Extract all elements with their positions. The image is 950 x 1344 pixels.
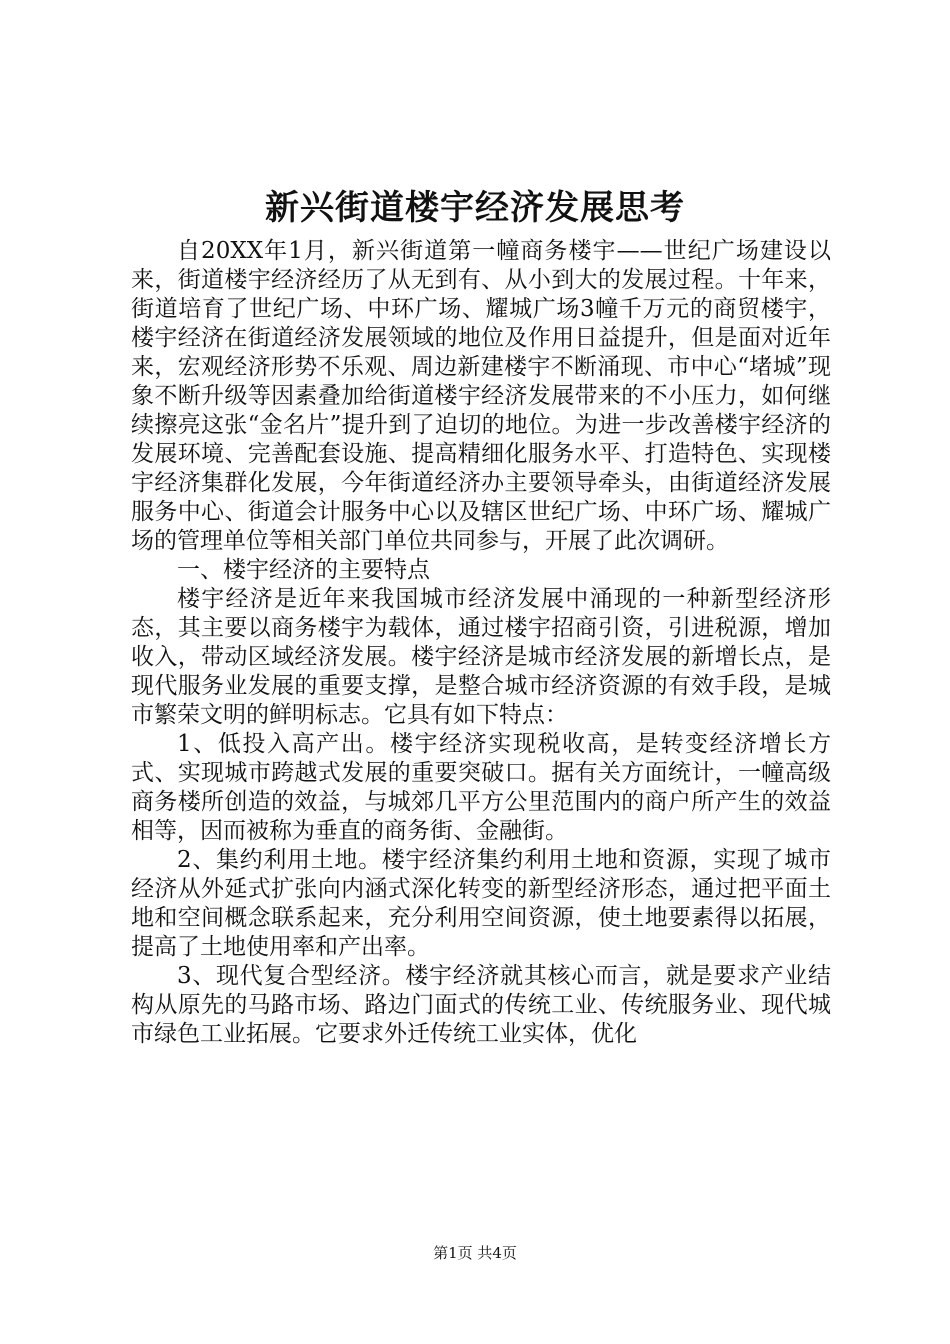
section-heading: 一、楼宇经济的主要特点 (177, 557, 430, 583)
paragraph-point-1: 1、低投入高产出。楼宇经济实现税收高，是转变经济增长方式、实现城市跨越式发展的重要突破口。据有关方面统计，一幢高级商务楼所创造的效益，与城郊几平方公里范围内的商户所产生的效益相等，因而被称为垂直的商务街、金融街。 (131, 731, 831, 844)
paragraph-point-2: 2、集约利用土地。楼宇经济集约利用土地和资源，实现了城市经济从外延式扩张向内涵式深化转变的新型经济形态，通过把平面土地和空间概念联系起来，充分利用空间资源，使土地要素得以拓展，提高了土地使用率和产出率。 (131, 847, 831, 960)
page-number-footer: 第1页 共4页 (433, 1244, 517, 1262)
document-body (131, 237, 831, 1049)
document-title: 新兴街道楼宇经济发展思考 (265, 188, 685, 228)
paragraph-intro: 自20XX年1月，新兴街道第一幢商务楼宇——世纪广场建设以来，街道楼宇经济经历了从无到有、从小到大的发展过程。十年来，街道培育了世纪广场、中环广场、耀城广场3幢千万元的商贸楼宇，楼宇经济在街道经济发展领域的地位及作用日益提升，但是面对近年来，宏观经济形势不乐观、周边新建楼宇不断涌现、市中心“堵城”现象不断升级等因素叠加给街道楼宇经济发展带来的不小压力，如何继续擦亮这张“金名片”提升到了迫切的地位。为进一步改善楼宇经济的发展环境、完善配套设施、提高精细化服务水平、打造特色、实现楼宇经济集群化发展，今年街道经济办主要领导牵头，由街道经济发展服务中心、街道会计服务中心以及辖区世纪广场、中环广场、耀城广场的管理单位等相关部门单位共同参与，开展了此次调研。 (131, 238, 831, 554)
paragraph-overview: 楼宇经济是近年来我国城市经济发展中涌现的一种新型经济形态，其主要以商务楼宇为载体，通过楼宇招商引资，引进税源，增加收入，带动区域经济发展。楼宇经济是城市经济发展的新增长点，是现代服务业发展的重要支撑，是整合城市经济资源的有效手段，是城市繁荣文明的鲜明标志。它具有如下特点： (131, 586, 831, 728)
paragraph-point-3: 3、现代复合型经济。楼宇经济就其核心而言，就是要求产业结构从原先的马路市场、路边门面式的传统工业、传统服务业、现代城市绿色工业拓展。它要求外迁传统工业实体，优化 (131, 963, 831, 1047)
